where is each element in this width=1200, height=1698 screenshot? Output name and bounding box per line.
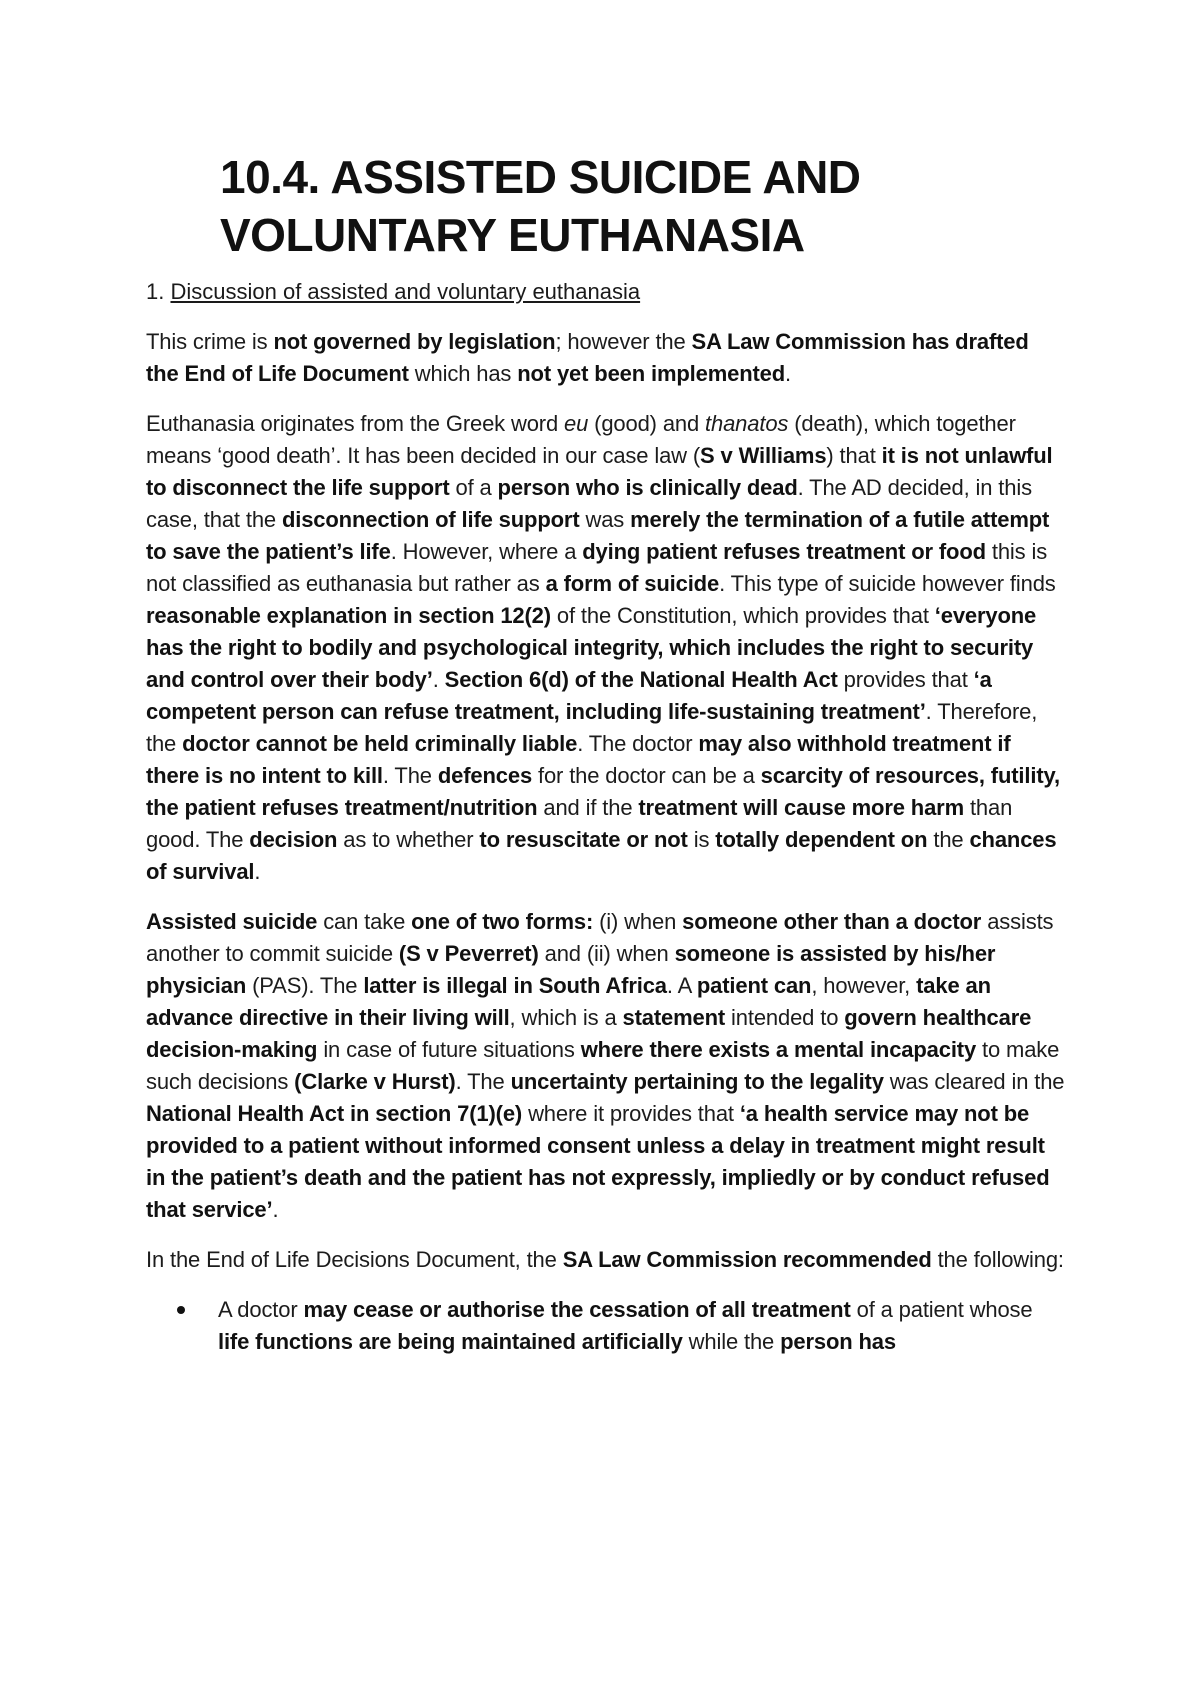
section-heading [146,276,1066,308]
paragraph-legislation: This crime is not governed by legislation; however the SA Law Commission has drafted the End of Life Document which has not yet been implemented. [146,329,1029,386]
recommendations-list [146,1294,1066,1358]
paragraph-assisted-suicide: Assisted suicide can take one of two forms: (i) when someone other than a doctor assists another to commit suicide (S v Peverret) and (ii) when someone is assisted by his/her physician (PAS). The latter is illegal in South Africa. A patient can, however, take an advance directive in their living will, which is a statement intended to govern healthcare decision-making in case of future situations where there exists a mental incapacity to make such decisions (Clarke v Hurst). The uncertainty pertaining to the legality was cleared in the National Health Act in section 7(1)(e) where it provides that ‘a health service may not be provided to a patient without informed consent unless a delay in treatment might result in the patient’s death and the patient has not expressly, impliedly or by conduct refused that service’. [146,909,1065,1222]
list-item: A doctor may cease or authorise the cessation of all treatment of a patient whose life functions are being maintained artificially while the person has [174,1294,1066,1358]
title-line-1: 10.4. ASSISTED SUICIDE AND [220,151,861,203]
paragraph-euthanasia: Euthanasia originates from the Greek word eu (good) and thanatos (death), which together means ‘good death’. It has been decided in our case law (S v Williams) that it is not unlawful to disconnect the life support of a person who is clinically dead. The AD decided, in this case, that the disconnection of life support was merely the termination of a futile attempt to save the patient’s life. However, where a dying patient refuses treatment or food this is not classified as euthanasia but rather as a form of suicide. This type of suicide however finds reasonable explanation in section 12(2) of the Constitution, which provides that ‘everyone has the right to bodily and psychological integrity, which includes the right to security and control over their body’. Section 6(d) of the National Health Act provides that ‘a competent person can refuse treatment, including life-sustaining treatment’. Therefore, the doctor cannot be held criminally liable. The doctor may also withhold treatment if there is no intent to kill. The defences for the doctor can be a scarcity of resources, futility, the patient refuses treatment/nutrition and if the treatment will cause more harm than good. The decision as to whether to resuscitate or not is totally dependent on the chances of survival. [146,411,1060,884]
section-heading-text: Discussion of assisted and voluntary euthanasia [170,279,641,304]
document-page [146,148,1066,1358]
paragraph-recommendations-intro: In the End of Life Decisions Document, the SA Law Commission recommended the following: [146,1247,1064,1272]
page-title [220,148,1066,264]
section-number: 1. [146,279,165,304]
bullet-icon [177,1306,185,1314]
title-line-2: VOLUNTARY EUTHANASIA [220,209,805,261]
